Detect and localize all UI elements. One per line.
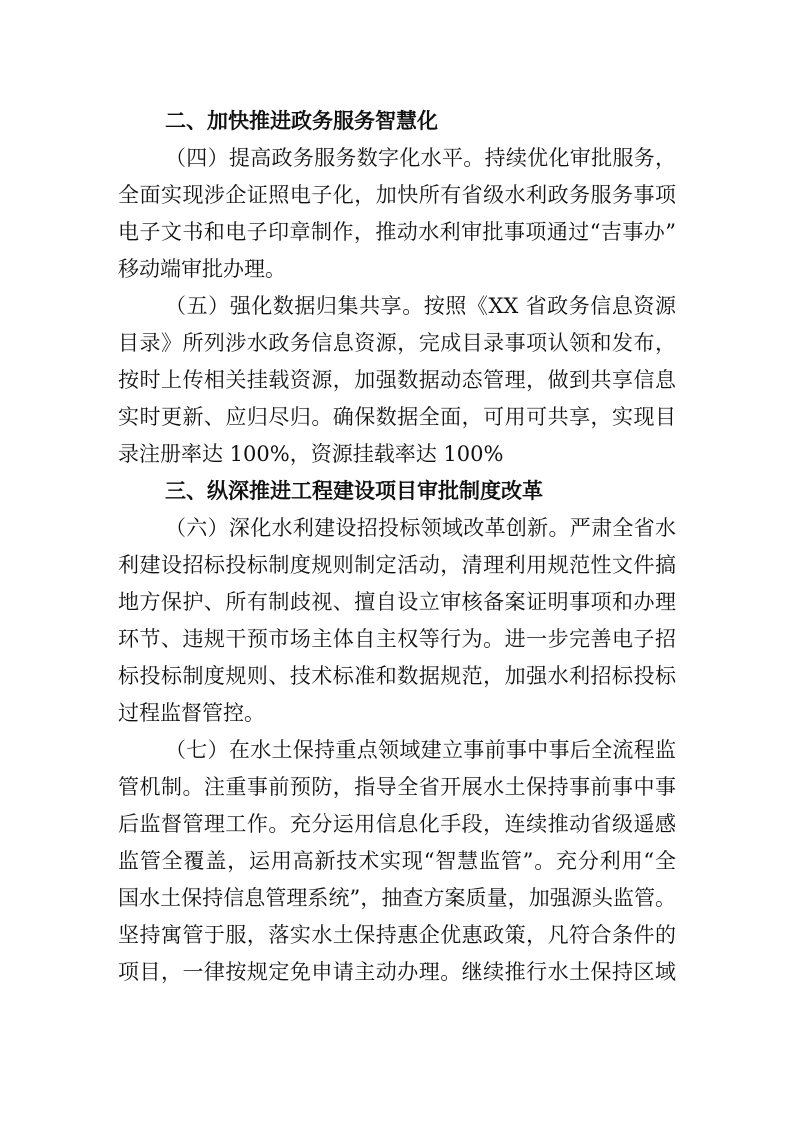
section-heading: 三、纵深推进工程建设项目审批制度改革 [165,479,543,503]
paragraph [118,732,676,991]
paragraph-line: 地方保护、所有制歧视、擅自设立审核备案证明事项和办理 [118,590,676,614]
paragraph-line: 项目，一律按规定免申请主动办理。继续推行水土保持区域 [118,960,676,984]
paragraph-line: 全面实现涉企证照电子化，加快所有省级水利政务服务事项 [118,183,676,207]
paragraph-line: （七）在水土保持重点领域建立事前事中事后全流程监 [165,738,676,762]
paragraph-line: 实时更新、应归尽归。确保数据全面，可用可共享，实现目 [118,405,676,429]
section-heading: 二、加快推进政务服务智慧化 [165,109,438,133]
paragraph-line: 环节、违规干预市场主体自主权等行为。进一步完善电子招 [118,627,676,651]
paragraph-line: 按时上传相关挂载资源，加强数据动态管理，做到共享信息 [118,368,676,392]
document-page [118,103,676,991]
paragraph-line: 国水土保持信息管理系统”，抽查方案质量，加强源头监管。 [118,886,676,910]
paragraph-line: 标投标制度规则、技术标准和数据规范，加强水利招标投标 [118,664,676,688]
paragraph-line: 坚持寓管于服，落实水土保持惠企优惠政策，凡符合条件的 [118,923,676,947]
paragraph-line: 管机制。注重事前预防，指导全省开展水土保持事前事中事 [118,775,676,799]
paragraph [118,510,676,732]
paragraph-line: 监管全覆盖，运用高新技术实现“智慧监管”。充分利用“全 [118,849,676,873]
paragraph-line: 电子文书和电子印章制作，推动水利审批事项通过“吉事办” [118,220,676,244]
paragraph-line: 过程监督管控。 [118,701,265,725]
paragraph [118,140,676,288]
paragraph [118,288,676,473]
paragraph-line: 录注册率达 100%，资源挂载率达 100% [118,442,504,466]
paragraph-line: 后监督管理工作。充分运用信息化手段，连续推动省级遥感 [118,812,676,836]
paragraph-line: 移动端审批办理。 [118,257,286,281]
paragraph-line: （六）深化水利建设招投标领域改革创新。严肃全省水 [165,516,676,540]
paragraph-line: （四）提高政务服务数字化水平。持续优化审批服务， [165,146,676,170]
paragraph-line: 目录》所列涉水政务信息资源，完成目录事项认领和发布， [118,331,676,355]
paragraph-line: 利建设招标投标制度规则制定活动，清理利用规范性文件搞 [118,553,676,577]
paragraph-line: （五）强化数据归集共享。按照《XX 省政务信息资源 [165,294,676,318]
